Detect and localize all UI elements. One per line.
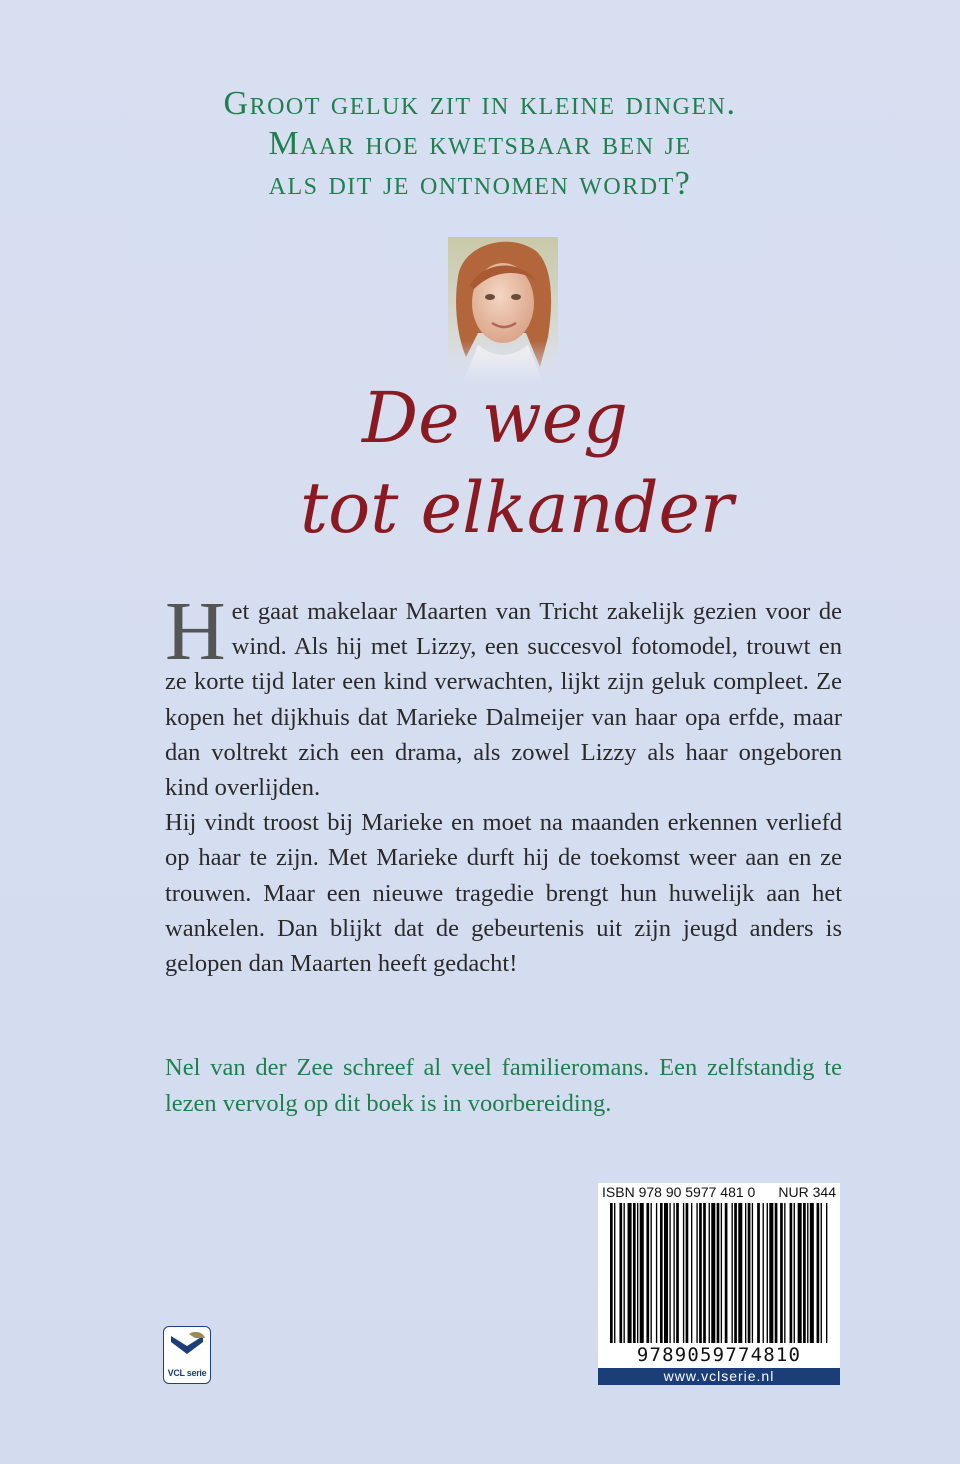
blurb-paragraph-1-text: et gaat makelaar Maarten van Tricht zakelijk gezien voor de wind. Als hij met Lizzy, een succesvol fotomodel, trouwt en ze korte tijd later een kind verwachten, lijkt zijn geluk compleet. Ze kopen het dijkhuis dat Marieke Dalmeijer van haar opa erfde, maar dan voltrekt zich een drama, als zowel Lizzy als haar ongeboren kind overlijden. <box>165 598 842 802</box>
author-note: Nel van der Zee schreef al veel familieromans. Een zelfstandig te lezen vervolg op dit boek is in voorbereiding. <box>165 1054 842 1117</box>
book-title-line-2: tot elkander <box>300 467 734 549</box>
barcode <box>598 1183 840 1385</box>
portrait-photo <box>448 237 558 385</box>
barcode-header <box>598 1183 840 1199</box>
barcode-digits: 9789059774810 <box>636 1344 802 1366</box>
barcode-bars <box>610 1203 828 1343</box>
tagline <box>0 84 960 204</box>
publisher-logo <box>163 1326 211 1384</box>
isbn-label: ISBN 978 90 5977 481 0 <box>602 1184 756 1200</box>
blurb-paragraph-1 <box>165 585 842 805</box>
book-title-line-1: De weg <box>362 377 628 459</box>
nur-label: NUR 344 <box>778 1184 836 1200</box>
tagline-line-3: als dit je ontnomen wordt? <box>268 165 692 202</box>
drop-cap: H <box>165 585 226 678</box>
vcl-logo-icon <box>167 1330 207 1362</box>
publisher-label: VCL serie <box>167 1368 207 1378</box>
tagline-line-2: Maar hoe kwetsbaar ben je <box>268 125 692 162</box>
blurb <box>165 585 842 981</box>
tagline-line-1: Groot geluk zit in kleine dingen. <box>223 85 737 122</box>
website-url: www.vclserie.nl <box>598 1368 840 1385</box>
blurb-paragraph-2: Hij vindt troost bij Marieke en moet na maanden erkennen verliefd op haar te zijn. Met Marieke durft hij de toekomst weer aan en ze trouwen. Maar een nieuwe tragedie brengt hun huwelijk aan het wankelen. Dan blijkt dat de gebeurtenis uit zijn jeugd anders is gelopen dan Maarten heeft gedacht! <box>165 809 842 978</box>
